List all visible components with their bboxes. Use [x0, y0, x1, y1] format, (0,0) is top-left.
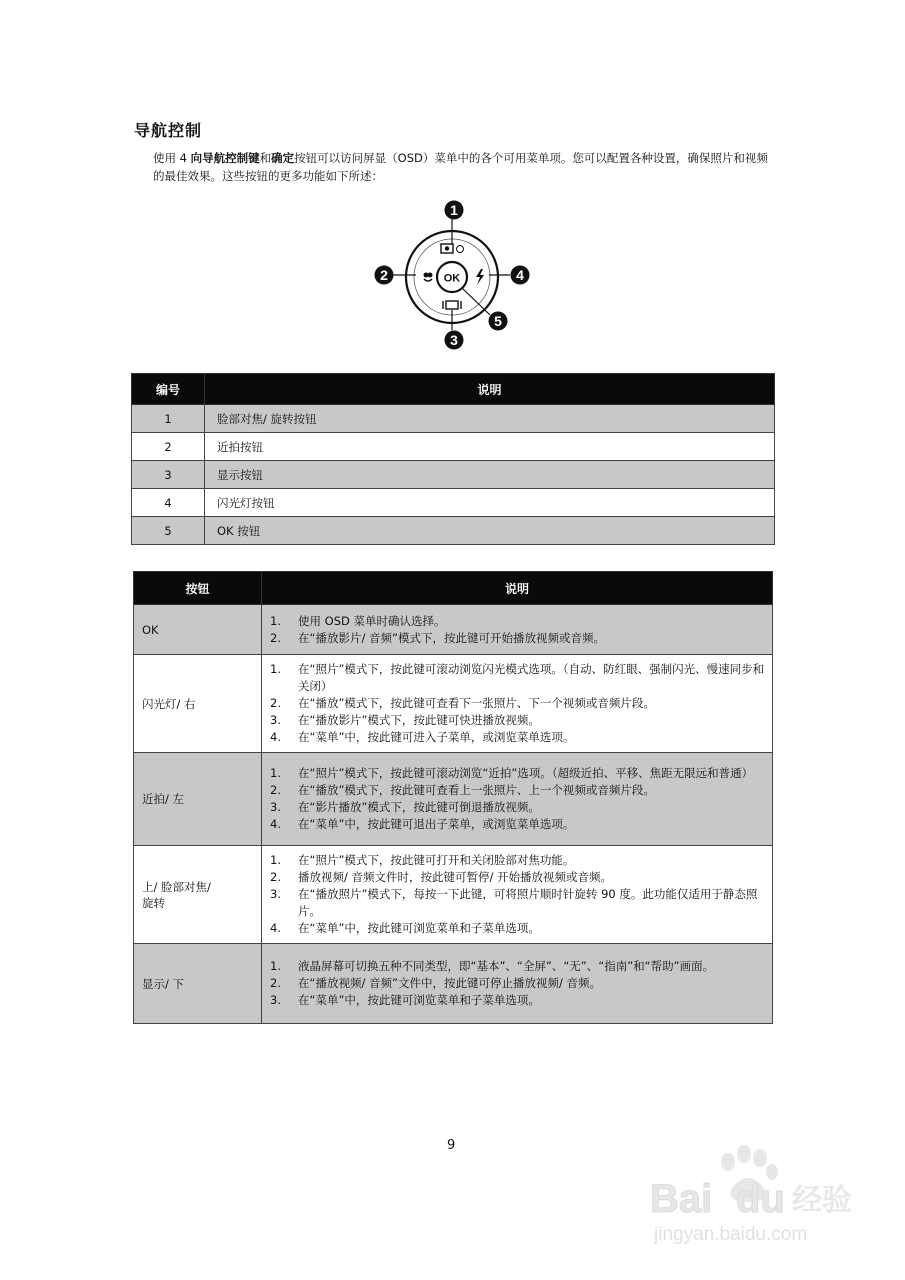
svg-text:5: 5 — [494, 313, 502, 329]
svg-text:经验: 经验 — [792, 1183, 852, 1218]
callout-1 — [445, 201, 464, 220]
header-number: 编号 — [132, 374, 205, 405]
header-button: 按钮 — [134, 572, 262, 605]
intro-bold-ok: 确定 — [271, 151, 295, 165]
intro-paragraph — [153, 149, 778, 185]
button-name: 近拍/ 左 — [134, 753, 262, 846]
svg-text:du: du — [736, 1177, 785, 1221]
svg-text:jingyan.baidu.com: jingyan.baidu.com — [654, 1224, 808, 1245]
svg-text:2: 2 — [380, 267, 388, 283]
row-description: 显示按钮 — [205, 461, 775, 489]
intro-text-1: 使用 4 — [153, 151, 191, 165]
list-item: 4. 在“菜单”中，按此键可进入子菜单，或浏览菜单选项。 — [270, 730, 575, 744]
button-description — [262, 655, 773, 753]
svg-text:1: 1 — [450, 202, 458, 218]
svg-text:Bai: Bai — [650, 1177, 713, 1221]
button-description — [262, 753, 773, 846]
list-item: 2. 在“播放视频/ 音频”文件中，按此键可停止播放视频/ 音频。 — [270, 976, 601, 990]
list-item: 2. 播放视频/ 音频文件时，按此键可暂停/ 开始播放视频或音频。 — [270, 870, 613, 884]
list-item: 2. 在“播放影片/ 音频”模式下，按此键可开始播放视频或音频。 — [270, 630, 605, 645]
list-item: 1. 在“照片”模式下，按此键可打开和关闭脸部对焦功能。 — [270, 853, 575, 867]
list-item: 4. 在“菜单”中，按此键可退出子菜单，或浏览菜单选项。 — [270, 817, 575, 831]
table-header-row — [134, 572, 773, 605]
table-row — [134, 944, 773, 1024]
svg-text:4: 4 — [516, 267, 524, 283]
list-item: 4. 在“菜单”中，按此键可浏览菜单和子菜单选项。 — [270, 921, 540, 935]
table-row — [134, 605, 773, 655]
button-function-table — [133, 571, 773, 1024]
table-row — [132, 433, 775, 461]
list-item: 2. 在“播放”模式下，按此键可查看下一张照片、下一个视频或音频片段。 — [270, 696, 655, 710]
button-description — [262, 605, 773, 655]
list-item: 1. 在“照片”模式下，按此键可滚动浏览“近拍”选项。（超级近拍、平移、焦距无限远和普通） — [270, 766, 754, 780]
section-title: 导航控制 — [134, 121, 203, 140]
row-number: 4 — [132, 489, 205, 517]
callout-3 — [445, 331, 464, 350]
button-description — [262, 846, 773, 944]
button-description — [262, 944, 773, 1024]
callout-4 — [511, 266, 530, 285]
callout-5 — [489, 312, 508, 331]
table-header-row — [132, 374, 775, 405]
list-item: 2. 在“播放”模式下，按此键可查看上一张照片、上一个视频或音频片段。 — [270, 783, 655, 797]
button-name: 上/ 脸部对焦/ 旋转 — [134, 846, 262, 944]
baidu-jingyan-watermark — [640, 1140, 870, 1250]
button-name: 显示/ 下 — [134, 944, 262, 1024]
header-description: 说明 — [262, 572, 773, 605]
table-row — [132, 405, 775, 433]
intro-bold-nav: 向导航控制键 — [190, 151, 260, 165]
list-item: 3. 在“影片播放”模式下，按此键可倒退播放视频。 — [270, 800, 540, 814]
page-number: 9 — [447, 1138, 456, 1153]
list-item: 1. 在“照片”模式下，按此键可滚动浏览闪光模式选项。（自动、防红眼、强制闪光、慢速同步和关闭） — [270, 662, 765, 693]
table-row — [132, 517, 775, 545]
header-description: 说明 — [205, 374, 775, 405]
row-description: 闪光灯按钮 — [205, 489, 775, 517]
table-row — [134, 655, 773, 753]
callout-2 — [375, 266, 394, 285]
table-row — [134, 753, 773, 846]
row-description: OK 按钮 — [205, 517, 775, 545]
list-item: 3. 在“菜单”中，按此键可浏览菜单和子菜单选项。 — [270, 993, 540, 1007]
table-row — [132, 489, 775, 517]
row-number: 2 — [132, 433, 205, 461]
intro-text-2: 和 — [259, 151, 272, 165]
navigation-pad-diagram — [370, 195, 540, 355]
table-row — [134, 846, 773, 944]
row-description: 脸部对焦/ 旋转按钮 — [205, 405, 775, 433]
table-row — [132, 461, 775, 489]
row-description: 近拍按钮 — [205, 433, 775, 461]
list-item: 1. 液晶屏幕可切换五种不同类型，即“基本”、“全屏”、“无”、“指南”和“帮助”画面。 — [270, 959, 715, 973]
button-name: 闪光灯/ 右 — [134, 655, 262, 753]
row-number: 3 — [132, 461, 205, 489]
row-number: 1 — [132, 405, 205, 433]
button-number-table — [131, 373, 775, 545]
list-item: 3. 在“播放照片”模式下，每按一下此键，可将照片顺时针旋转 90 度。此功能仅适用于静态照片。 — [270, 887, 758, 918]
svg-text:3: 3 — [450, 332, 458, 348]
intro-text-3: 按钮可以访问屏显（OSD）菜单中的各个可用菜单项。您可以配置各种设置，确保照片和视频的最佳效果。这些按钮的更多功能如下所述： — [153, 151, 768, 183]
list-item: 3. 在“播放影片”模式下，按此键可快进播放视频。 — [270, 713, 540, 727]
row-number: 5 — [132, 517, 205, 545]
list-item: 1. 使用 OSD 菜单时确认选择。 — [270, 613, 446, 628]
ok-label: OK — [443, 272, 461, 285]
button-name: OK — [134, 605, 262, 655]
